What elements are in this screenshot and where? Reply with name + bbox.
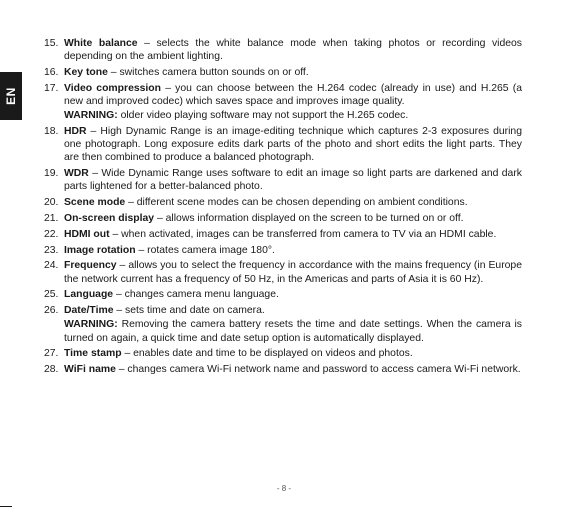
warning-note	[64, 318, 522, 344]
warning-text: older video playing software may not support the H.265 codec.	[117, 110, 409, 122]
warning-text: Removing the camera battery resets the time and date settings. When the camera is turned on again, a quick time and date setup option is automatically displayed.	[64, 319, 522, 344]
list-item	[44, 347, 522, 360]
list-item	[44, 259, 522, 285]
warning-note	[64, 109, 522, 122]
page-number: - 8 -	[276, 484, 292, 493]
list-item	[44, 167, 522, 193]
warning-label: WARNING:	[64, 319, 118, 331]
list-item	[44, 244, 522, 257]
item-number: 23.	[44, 244, 59, 256]
item-term: Image rotation	[64, 244, 136, 256]
list-item	[44, 212, 522, 225]
item-term: WiFi name	[64, 364, 116, 376]
list-item	[44, 363, 522, 376]
item-description: – High Dynamic Range is an image-editing technique which captures 2-3 exposures during one photograph. Long exposure edits dark parts of the photo and short edits the light parts. They are then combined to produce a balanced photograph.	[64, 126, 522, 164]
list-item	[44, 228, 522, 241]
item-term: Video compression	[64, 82, 161, 94]
item-term: Key tone	[64, 67, 108, 78]
item-description: – changes camera Wi-Fi network name and password to access camera Wi-Fi network.	[115, 364, 521, 376]
item-number: 24.	[44, 260, 59, 272]
language-tab	[0, 72, 22, 120]
item-description: – changes camera menu language.	[113, 289, 279, 301]
item-term: Date/Time	[64, 305, 114, 317]
item-number: 16.	[44, 67, 59, 78]
item-number: 21.	[44, 213, 59, 224]
item-term: Scene mode	[64, 197, 126, 209]
item-term: Frequency	[64, 260, 117, 272]
list-item	[44, 37, 522, 63]
language-tab-label: EN	[3, 87, 18, 105]
item-term: Language	[64, 289, 114, 301]
item-term: On-screen display	[64, 213, 155, 224]
item-number: 28.	[44, 364, 59, 376]
item-number: 25.	[44, 289, 59, 301]
item-term: Time stamp	[64, 348, 122, 360]
item-number: 19.	[44, 168, 59, 180]
warning-label: WARNING:	[64, 110, 118, 122]
item-description: – Wide Dynamic Range uses software to edit an image so light parts are darkened and dark parts lightened for a better-balanced photo.	[64, 168, 522, 193]
list-item	[44, 304, 522, 317]
item-description: – different scene modes can be chosen depending on ambient conditions.	[125, 197, 468, 209]
item-description: – when activated, images can be transferred from camera to TV via an HDMI cable.	[109, 228, 497, 240]
item-number: 26.	[44, 305, 59, 317]
item-term: HDR	[64, 126, 87, 137]
item-description: – rotates camera image 180°.	[135, 244, 275, 256]
item-number: 15.	[44, 38, 59, 49]
list-item	[44, 66, 522, 79]
item-number: 17.	[44, 82, 59, 94]
item-number: 27.	[44, 348, 59, 360]
list-item	[44, 288, 522, 301]
item-term: White balance	[64, 38, 138, 49]
corner-divider	[0, 506, 12, 507]
item-description: – selects the white balance mode when taking photos or recording videos depending on the ambient lighting.	[64, 38, 522, 63]
item-description: – allows you to select the frequency in accordance with the mains frequency (in Europe the network current has a frequency of 50 Hz, in the Americas and parts of Asia it is 60 Hz).	[64, 260, 522, 285]
item-number: 22.	[44, 228, 59, 240]
item-term: HDMI out	[64, 228, 110, 240]
item-description: – allows information displayed on the screen to be turned on or off.	[154, 213, 464, 224]
item-description: – you can choose between the H.264 codec (already in use) and H.265 (a new and improved codec) which saves space and improves image quality.	[64, 82, 522, 107]
list-item	[44, 82, 522, 108]
item-description: – switches camera button sounds on or off.	[107, 67, 309, 78]
list-item	[44, 125, 522, 165]
item-number: 20.	[44, 197, 59, 209]
list-item	[44, 196, 522, 209]
item-description: – sets time and date on camera.	[113, 305, 265, 317]
item-term: WDR	[64, 168, 89, 180]
item-number: 18.	[44, 126, 59, 137]
item-description: – enables date and time to be displayed on videos and photos.	[121, 348, 413, 360]
settings-list	[44, 37, 522, 379]
